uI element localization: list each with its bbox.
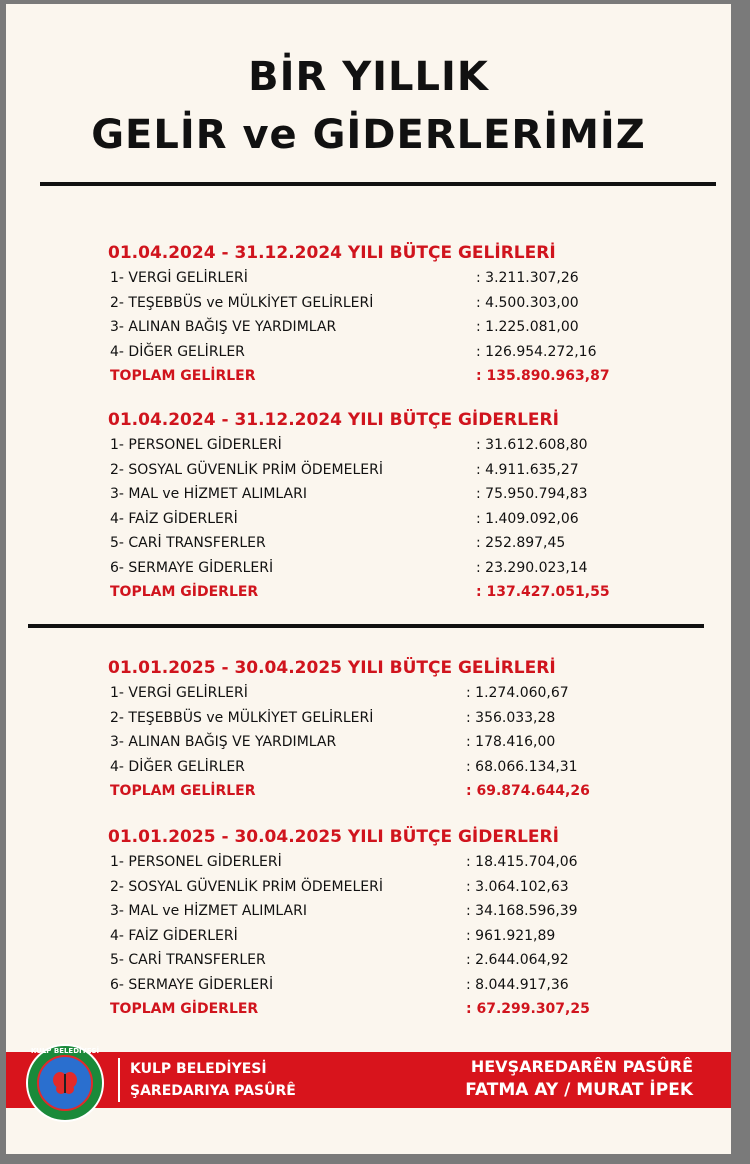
- total-value: : 69.874.644,26: [466, 783, 590, 799]
- row-value: : 1.225.081,00: [476, 319, 579, 335]
- table-row: [108, 315, 708, 340]
- table-row: [108, 433, 708, 458]
- total-row: [108, 364, 708, 389]
- row-value: : 68.066.134,31: [466, 758, 578, 775]
- row-label: 4- DİĞER GELİRLER: [110, 758, 245, 775]
- table-row: [108, 899, 708, 924]
- row-label: 5- CARİ TRANSFERLER: [110, 952, 266, 968]
- row-value: : 8.044.917,36: [466, 976, 569, 993]
- row-value: : 178.416,00: [466, 734, 556, 750]
- row-value: : 252.897,45: [476, 535, 566, 551]
- row-label: 5- CARİ TRANSFERLER: [110, 535, 266, 551]
- total-value: : 67.299.307,25: [466, 1001, 590, 1017]
- table-row: [108, 948, 708, 973]
- divider-middle: [28, 624, 704, 628]
- table-row: [108, 340, 708, 365]
- section-income-2024: [108, 240, 708, 389]
- row-value: : 3.064.102,63: [466, 878, 569, 895]
- row-value: : 31.612.608,80: [476, 437, 588, 453]
- row-label: 4- FAİZ GİDERLERİ: [110, 927, 238, 944]
- logo-emblem: [37, 1055, 93, 1111]
- table-row: [108, 531, 708, 556]
- org-name-kurdish: ŞAREDARIYA PASÛRÊ: [130, 1083, 296, 1099]
- row-label: 1- VERGİ GELİRLERİ: [110, 685, 248, 701]
- row-value: : 1.274.060,67: [466, 685, 569, 701]
- row-label: 1- PERSONEL GİDERLERİ: [110, 854, 282, 870]
- section-heading: 01.01.2025 - 30.04.2025 YILI BÜTÇE GELİRLERİ: [108, 658, 556, 678]
- total-row: [108, 779, 708, 804]
- footer-divider: [118, 1058, 120, 1102]
- row-label: 2- TEŞEBBÜS ve MÜLKİYET GELİRLERİ: [110, 709, 374, 726]
- row-label: 6- SERMAYE GİDERLERİ: [110, 559, 274, 576]
- row-label: 1- PERSONEL GİDERLERİ: [110, 437, 282, 453]
- section-expenses-2024: [108, 407, 708, 605]
- table-row: [108, 973, 708, 998]
- row-label: 4- FAİZ GİDERLERİ: [110, 510, 238, 527]
- section-income-2025: [108, 655, 708, 804]
- row-label: 3- MAL ve HİZMET ALIMLARI: [110, 903, 307, 919]
- butterfly-icon: [52, 1071, 78, 1095]
- row-value: : 356.033,28: [466, 709, 556, 726]
- row-value: : 4.911.635,27: [476, 461, 579, 478]
- total-value: : 137.427.051,55: [476, 584, 610, 600]
- municipality-logo-icon: [26, 1044, 104, 1122]
- table-row: [108, 266, 708, 291]
- total-row: [108, 580, 708, 605]
- row-label: 3- MAL ve HİZMET ALIMLARI: [110, 486, 307, 502]
- row-value: : 23.290.023,14: [476, 559, 588, 576]
- logo-text: KULP BELEDİYESİ: [30, 1047, 100, 1055]
- row-value: : 18.415.704,06: [466, 854, 578, 870]
- table-row: [108, 755, 708, 780]
- total-label: TOPLAM GELİRLER: [110, 783, 256, 799]
- row-value: : 4.500.303,00: [476, 294, 579, 311]
- table-row: [108, 924, 708, 949]
- row-label: 3- ALINAN BAĞIŞ VE YARDIMLAR: [110, 319, 337, 335]
- table-row: [108, 291, 708, 316]
- title-line-2: GELİR ve GİDERLERİMİZ: [91, 112, 646, 158]
- row-label: 2- SOSYAL GÜVENLİK PRİM ÖDEMELERİ: [110, 461, 383, 478]
- table-row: [108, 875, 708, 900]
- row-value: : 1.409.092,06: [476, 510, 579, 527]
- divider-top: [40, 182, 716, 186]
- table-row: [108, 730, 708, 755]
- section-heading: 01.01.2025 - 30.04.2025 YILI BÜTÇE GİDERLERİ: [108, 827, 559, 847]
- total-label: TOPLAM GİDERLER: [110, 584, 259, 600]
- row-label: 1- VERGİ GELİRLERİ: [110, 270, 248, 286]
- row-label: 4- DİĞER GELİRLER: [110, 343, 245, 360]
- table-row: [108, 458, 708, 483]
- row-label: 6- SERMAYE GİDERLERİ: [110, 976, 274, 993]
- title-line-1: BİR YILLIK: [248, 54, 489, 100]
- table-row: [108, 556, 708, 581]
- table-row: [108, 850, 708, 875]
- table-row: [108, 482, 708, 507]
- row-value: : 2.644.064,92: [466, 952, 569, 968]
- section-heading: 01.04.2024 - 31.12.2024 YILI BÜTÇE GİDERLERİ: [108, 410, 559, 430]
- table-row: [108, 706, 708, 731]
- row-label: 2- TEŞEBBÜS ve MÜLKİYET GELİRLERİ: [110, 294, 374, 311]
- row-value: : 75.950.794,83: [476, 486, 588, 502]
- row-label: 3- ALINAN BAĞIŞ VE YARDIMLAR: [110, 734, 337, 750]
- section-heading: 01.04.2024 - 31.12.2024 YILI BÜTÇE GELİRLERİ: [108, 243, 556, 263]
- row-value: : 126.954.272,16: [476, 343, 597, 360]
- row-label: 2- SOSYAL GÜVENLİK PRİM ÖDEMELERİ: [110, 878, 383, 895]
- row-value: : 961.921,89: [466, 927, 556, 944]
- mayors-title: HEVŞAREDARÊN PASÛRÊ: [470, 1057, 693, 1076]
- row-value: : 34.168.596,39: [466, 903, 578, 919]
- table-row: [108, 507, 708, 532]
- total-label: TOPLAM GELİRLER: [110, 368, 256, 384]
- table-row: [108, 681, 708, 706]
- total-row: [108, 997, 708, 1022]
- mayors-names: FATMA AY / MURAT İPEK: [465, 1080, 693, 1100]
- row-value: : 3.211.307,26: [476, 270, 579, 286]
- total-label: TOPLAM GİDERLER: [110, 1001, 259, 1017]
- total-value: : 135.890.963,87: [476, 368, 610, 384]
- org-name: KULP BELEDİYESİ: [130, 1061, 267, 1077]
- poster: [6, 4, 731, 1154]
- section-expenses-2025: [108, 824, 708, 1022]
